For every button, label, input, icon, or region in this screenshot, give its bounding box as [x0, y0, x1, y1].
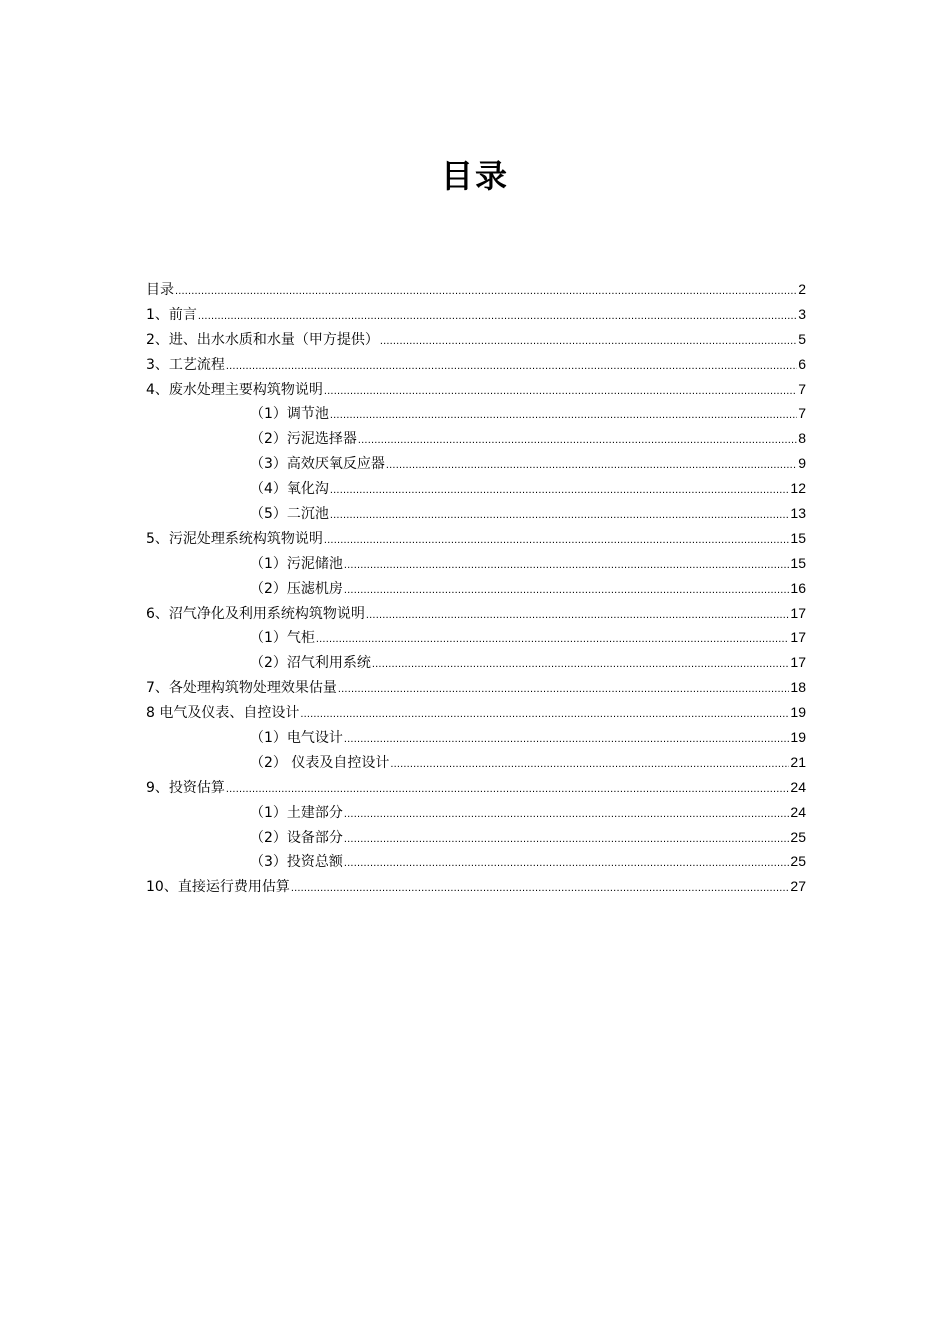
- toc-entry-label: （2） 仪表及自控设计: [250, 754, 390, 771]
- toc-dot-leader: [372, 652, 790, 677]
- toc-entry[interactable]: [146, 302, 806, 327]
- toc-entry[interactable]: [146, 551, 806, 576]
- toc-entry-page-number: 13: [790, 505, 806, 522]
- toc-entry[interactable]: [146, 750, 806, 775]
- toc-entry-label: （1）电气设计: [250, 730, 343, 747]
- toc-dot-leader: [344, 851, 790, 876]
- toc-dot-leader: [380, 329, 797, 354]
- toc-entry[interactable]: [146, 426, 806, 451]
- toc-entry[interactable]: [146, 601, 806, 626]
- toc-dot-leader: [324, 379, 797, 404]
- toc-entry-label: （1）调节池: [250, 406, 329, 423]
- toc-dot-leader: [330, 478, 790, 503]
- toc-entry-label: （2）压滤机房: [250, 580, 343, 597]
- toc-entry-page-number: 25: [790, 828, 806, 845]
- toc-entry-page-number: 16: [790, 579, 806, 596]
- toc-entry-page-number: 5: [798, 330, 806, 347]
- page-title: 目录: [440, 157, 509, 195]
- toc-dot-leader: [175, 279, 797, 304]
- toc-entry[interactable]: [146, 352, 806, 377]
- toc-dot-leader: [316, 627, 790, 652]
- toc-dot-leader: [344, 578, 790, 603]
- table-of-contents: [146, 277, 806, 899]
- toc-dot-leader: [226, 777, 790, 802]
- toc-entry-label: 8 电气及仪表、自控设计: [146, 705, 300, 722]
- toc-entry-label: 2、进、出水水质和水量（甲方提供）: [146, 331, 379, 348]
- toc-entry-page-number: 12: [790, 480, 806, 497]
- toc-entry[interactable]: [146, 526, 806, 551]
- toc-entry-label: 4、废水处理主要构筑物说明: [146, 381, 323, 398]
- toc-entry-page-number: 7: [798, 380, 806, 397]
- toc-entry[interactable]: [146, 327, 806, 352]
- toc-entry-label: （3）投资总额: [250, 854, 343, 871]
- toc-entry-label: 7、各处理构筑物处理效果估量: [146, 680, 337, 697]
- toc-entry-label: （2）设备部分: [250, 829, 343, 846]
- toc-entry-page-number: 24: [790, 803, 806, 820]
- toc-dot-leader: [300, 702, 789, 727]
- toc-entry-label: 目录: [146, 282, 174, 298]
- toc-entry[interactable]: [146, 825, 806, 850]
- toc-dot-leader: [386, 453, 797, 478]
- toc-entry-page-number: 17: [790, 654, 806, 671]
- toc-entry-label: （4）氧化沟: [250, 481, 329, 498]
- toc-entry-label: （2）污泥选择器: [250, 431, 357, 448]
- toc-entry-page-number: 19: [790, 704, 806, 721]
- toc-entry-page-number: 15: [790, 554, 806, 571]
- toc-entry-label: 1、前言: [146, 306, 197, 323]
- toc-entry[interactable]: [146, 874, 806, 899]
- toc-entry[interactable]: [146, 277, 806, 302]
- toc-dot-leader: [366, 603, 790, 628]
- toc-entry-page-number: 18: [790, 679, 806, 696]
- toc-entry-label: 6、沼气净化及利用系统构筑物说明: [146, 605, 365, 622]
- toc-entry[interactable]: [146, 377, 806, 402]
- toc-entry-label: 5、污泥处理系统构筑物说明: [146, 530, 323, 547]
- toc-dot-leader: [330, 503, 790, 528]
- toc-dot-leader: [344, 802, 790, 827]
- toc-dot-leader: [344, 553, 790, 578]
- toc-entry[interactable]: [146, 849, 806, 874]
- toc-entry-page-number: 6: [798, 355, 806, 372]
- toc-entry-label: 3、工艺流程: [146, 356, 225, 373]
- toc-entry[interactable]: [146, 700, 806, 725]
- toc-entry-page-number: 17: [790, 604, 806, 621]
- toc-entry-label: 9、投资估算: [146, 779, 225, 796]
- toc-entry[interactable]: [146, 476, 806, 501]
- toc-entry[interactable]: [146, 625, 806, 650]
- toc-entry-label: （5）二沉池: [250, 506, 329, 523]
- toc-entry[interactable]: [146, 451, 806, 476]
- toc-entry-page-number: 3: [798, 305, 806, 322]
- toc-entry-page-number: 21: [790, 753, 806, 770]
- toc-dot-leader: [198, 304, 797, 329]
- toc-entry[interactable]: [146, 401, 806, 426]
- toc-entry-label: （3）高效厌氧反应器: [250, 456, 385, 473]
- toc-entry-label: 10、直接运行费用估算: [146, 879, 290, 896]
- toc-entry[interactable]: [146, 800, 806, 825]
- toc-dot-leader: [358, 428, 797, 453]
- toc-entry-label: （2）沼气利用系统: [250, 655, 371, 672]
- toc-entry-page-number: 9: [798, 455, 806, 472]
- toc-dot-leader: [344, 827, 790, 852]
- toc-entry[interactable]: [146, 725, 806, 750]
- toc-entry-label: （1）污泥储池: [250, 555, 343, 572]
- toc-entry-label: （1）气柜: [250, 630, 315, 647]
- toc-entry-page-number: 25: [790, 853, 806, 870]
- toc-entry-page-number: 24: [790, 778, 806, 795]
- toc-dot-leader: [324, 528, 790, 553]
- toc-entry[interactable]: [146, 675, 806, 700]
- toc-entry-page-number: 17: [790, 629, 806, 646]
- toc-entry-page-number: 2: [798, 281, 806, 297]
- toc-dot-leader: [390, 752, 789, 777]
- toc-dot-leader: [344, 727, 790, 752]
- toc-entry[interactable]: [146, 576, 806, 601]
- toc-entry-page-number: 19: [790, 729, 806, 746]
- toc-dot-leader: [226, 354, 797, 379]
- toc-entry[interactable]: [146, 650, 806, 675]
- toc-entry-page-number: 27: [790, 878, 806, 895]
- toc-dot-leader: [291, 876, 790, 901]
- toc-entry-page-number: 7: [798, 405, 806, 422]
- toc-entry-label: （1）土建部分: [250, 804, 343, 821]
- toc-entry-page-number: 8: [798, 430, 806, 447]
- toc-entry[interactable]: [146, 775, 806, 800]
- toc-dot-leader: [338, 677, 790, 702]
- toc-entry-page-number: 15: [790, 529, 806, 546]
- toc-dot-leader: [330, 403, 797, 428]
- toc-entry[interactable]: [146, 501, 806, 526]
